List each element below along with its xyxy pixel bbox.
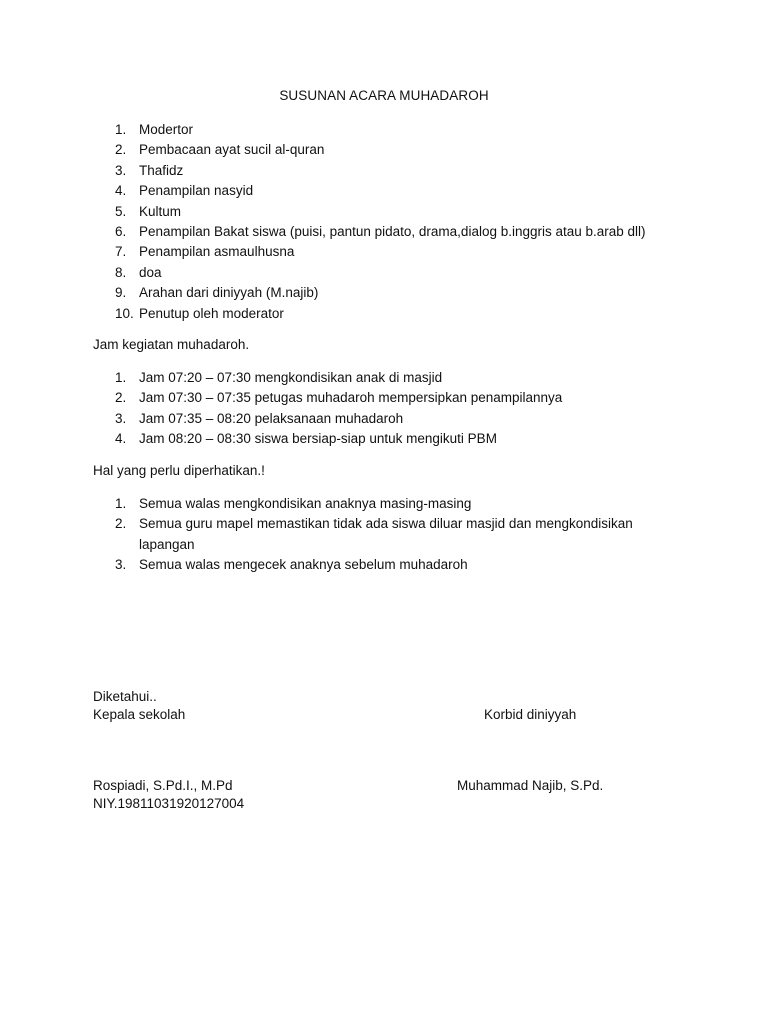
- list-text: Penampilan asmaulhusna: [139, 244, 295, 260]
- list-item: [93, 263, 693, 283]
- list-item: [93, 140, 693, 160]
- list-item: [93, 555, 673, 575]
- list-number: 4.: [115, 183, 127, 199]
- list-number: 6.: [115, 224, 127, 240]
- list-number: 2.: [115, 142, 127, 158]
- hal-list: [93, 494, 673, 576]
- acara-list: [93, 120, 693, 324]
- list-text: Semua walas mengecek anaknya sebelum muhadaroh: [139, 557, 468, 573]
- list-item: [93, 202, 693, 222]
- list-number: 3.: [115, 557, 127, 573]
- list-text: Penutup oleh moderator: [139, 305, 284, 321]
- list-text: Penampilan nasyid: [139, 183, 254, 199]
- list-item: [93, 368, 693, 388]
- list-text: Thafidz: [139, 162, 184, 178]
- list-item: [93, 514, 673, 555]
- list-item: [93, 181, 693, 201]
- list-number: 10.: [115, 305, 134, 321]
- list-text: Penampilan Bakat siswa (puisi, pantun pidato, drama,dialog b.inggris atau b.arab dll): [139, 224, 646, 240]
- kepala-sekolah-title: Kepala sekolah: [93, 707, 186, 722]
- list-text: Modertor: [139, 122, 194, 137]
- list-text: doa: [139, 264, 162, 280]
- document-title: SUSUNAN ACARA MUHADAROH: [279, 88, 489, 103]
- jam-heading: Jam kegiatan muhadaroh.: [93, 337, 250, 352]
- list-text: Kultum: [139, 203, 182, 219]
- list-item: [93, 304, 693, 324]
- korbid-title: Korbid diniyyah: [484, 707, 577, 722]
- list-text: Jam 07:20 – 07:30 mengkondisikan anak di masjid: [139, 370, 443, 385]
- jam-list: [93, 368, 693, 450]
- list-text: Pembacaan ayat sucil al-quran: [139, 142, 325, 158]
- list-text: Jam 07:35 – 08:20 pelaksanaan muhadaroh: [139, 410, 404, 426]
- list-item: [93, 388, 693, 408]
- list-number: 1.: [115, 122, 127, 137]
- list-item: [93, 242, 693, 262]
- list-item: [93, 283, 693, 303]
- list-number: 1.: [115, 496, 127, 511]
- list-number: 7.: [115, 244, 127, 260]
- list-item: [93, 161, 693, 181]
- list-number: 5.: [115, 203, 127, 219]
- list-number: 9.: [115, 285, 127, 301]
- list-number: 3.: [115, 410, 127, 426]
- list-item: [93, 120, 693, 140]
- kepala-sekolah-name: Rospiadi, S.Pd.I., M.Pd: [93, 778, 233, 793]
- list-number: 2.: [115, 390, 127, 406]
- list-text: Jam 08:20 – 08:30 siswa bersiap-siap untuk mengikuti PBM: [139, 431, 497, 447]
- list-number: 1.: [115, 370, 127, 385]
- list-number: 3.: [115, 162, 127, 178]
- korbid-name: Muhammad Najib, S.Pd.: [457, 778, 604, 793]
- list-number: 4.: [115, 431, 127, 447]
- list-number: 2.: [115, 516, 127, 532]
- list-item: [93, 429, 693, 449]
- hal-heading: Hal yang perlu diperhatikan.!: [93, 463, 265, 478]
- list-text: Jam 07:30 – 07:35 petugas muhadaroh mempersipkan penampilannya: [139, 390, 563, 406]
- list-number: 8.: [115, 264, 127, 280]
- list-text: Arahan dari diniyyah (M.najib): [139, 285, 319, 301]
- list-text: Semua guru mapel memastikan tidak ada siswa diluar masjid dan mengkondisikan lapangan: [139, 516, 633, 552]
- list-text: Semua walas mengkondisikan anaknya masing-masing: [139, 496, 472, 511]
- kepala-sekolah-niy: NIY.19811031920127004: [93, 796, 245, 811]
- list-item: [93, 222, 693, 242]
- diketahui-label: Diketahui..: [93, 689, 157, 704]
- list-item: [93, 409, 693, 429]
- list-item: [93, 494, 673, 514]
